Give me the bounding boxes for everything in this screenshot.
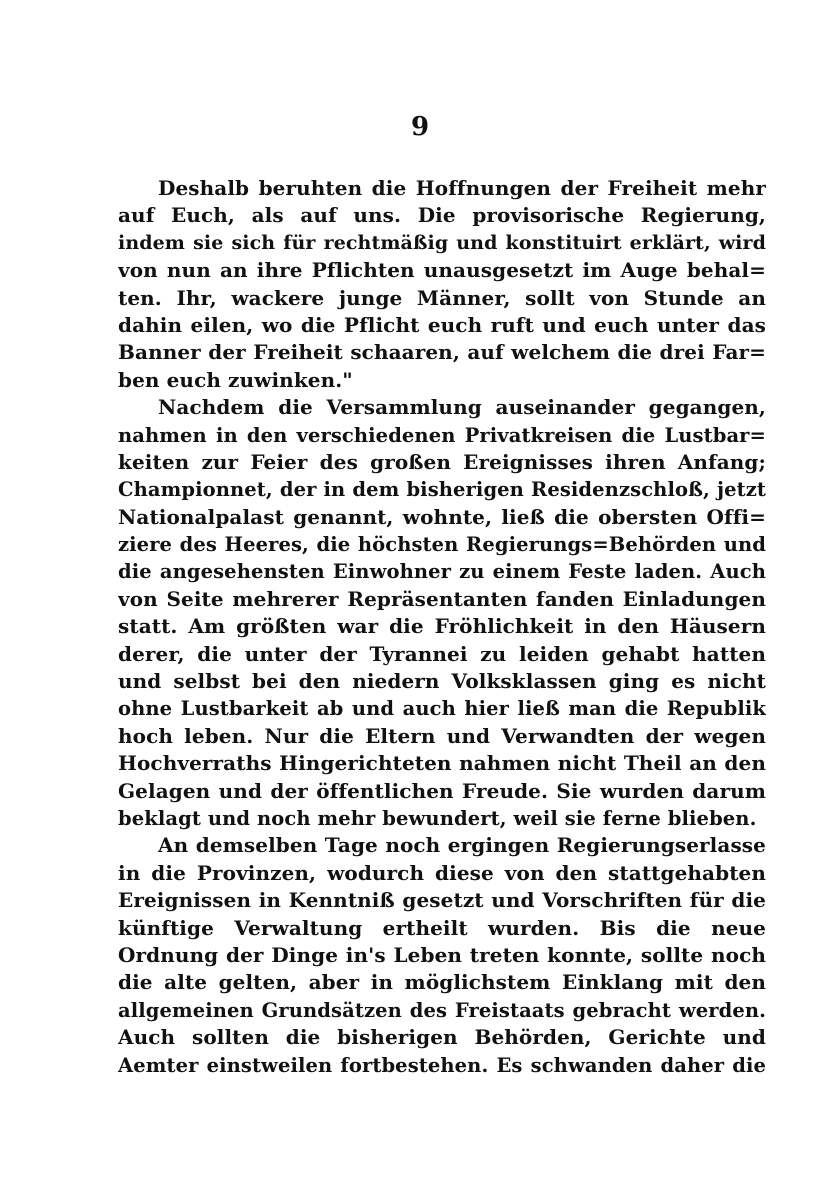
text-line: auf Euch, als auf uns. Die provisorische Regierung, bbox=[118, 203, 766, 228]
text-line: und selbst bei den niedern Volksklassen ging es nicht bbox=[118, 669, 766, 694]
text-line: Ereignissen in Kenntniß gesetzt und Vorschriften für die bbox=[118, 888, 766, 913]
text-line: derer, die unter der Tyrannei zu leiden gehabt hatten bbox=[118, 641, 766, 666]
text-line: Championnet, der in dem bisherigen Residenzschloß, jetzt bbox=[118, 478, 766, 502]
text-line: Deshalb beruhten die Hoffnungen der Freiheit mehr bbox=[158, 176, 766, 200]
body-text bbox=[118, 175, 766, 1079]
text-line: Hochverraths Hingerichteten nahmen nicht Theil an den bbox=[118, 751, 766, 776]
text-line: allgemeinen Grundsätzen des Freistaats gebracht werden. bbox=[118, 998, 766, 1022]
text-line: hoch leben. Nur die Eltern und Verwandten der wegen bbox=[118, 723, 766, 748]
text-line: nahmen in den verschiedenen Privatkreisen die Lustbar= bbox=[118, 423, 766, 447]
page-number: 9 bbox=[410, 112, 430, 142]
text-line: statt. Am größten war die Fröhlichkeit in den Häusern bbox=[118, 614, 766, 639]
text-line: keiten zur Feier des großen Ereignisses ihren Anfang; bbox=[118, 449, 766, 474]
text-line: indem sie sich für rechtmäßig und konstituirt erklärt, wird bbox=[118, 231, 766, 254]
text-line: beklagt und noch mehr bewundert, weil sie ferne blieben. bbox=[118, 806, 757, 830]
text-line: Auch sollten die bisherigen Behörden, Gerichte und bbox=[118, 1025, 766, 1050]
text-line: dahin eilen, wo die Pflicht euch ruft und euch unter das bbox=[118, 312, 766, 337]
text-line: künftige Verwaltung ertheilt wurden. Bis die neue bbox=[118, 915, 766, 940]
text-line: von nun an ihre Pflichten unausgesetzt im Auge behal= bbox=[118, 258, 766, 283]
text-line: in die Provinzen, wodurch diese von den stattgehabten bbox=[118, 860, 766, 885]
text-line: Gelagen und der öffentlichen Freude. Sie wurden darum bbox=[118, 778, 766, 803]
text-line: die angesehensten Einwohner zu einem Feste laden. Auch bbox=[118, 560, 766, 584]
text-line: die alte gelten, aber in möglichstem Einklang mit den bbox=[118, 970, 766, 995]
text-line: Ordnung der Dinge in's Leben treten konnte, sollte noch bbox=[118, 942, 766, 967]
text-line: von Seite mehrerer Repräsentanten fanden Einladungen bbox=[118, 586, 766, 611]
text-line: Aemter einstweilen fortbestehen. Es schwanden daher die bbox=[118, 1053, 766, 1077]
text-line: ziere des Heeres, die höchsten Regierungs=Behörden und bbox=[118, 533, 766, 557]
text-line: An demselben Tage noch ergingen Regierungserlasse bbox=[158, 833, 766, 858]
text-line: ohne Lustbarkeit ab und auch hier ließ man die Republik bbox=[118, 697, 766, 721]
text-line: Nationalpalast genannt, wohnte, ließ die obersten Offi= bbox=[118, 504, 766, 529]
text-line: Nachdem die Versammlung auseinander gegangen, bbox=[158, 395, 766, 420]
text-line: ten. Ihr, wackere junge Männer, sollt von Stunde an bbox=[118, 285, 766, 310]
text-line: Banner der Freiheit schaaren, auf welchem die drei Far= bbox=[118, 340, 766, 365]
text-line: ben euch zuwinken." bbox=[118, 367, 353, 392]
